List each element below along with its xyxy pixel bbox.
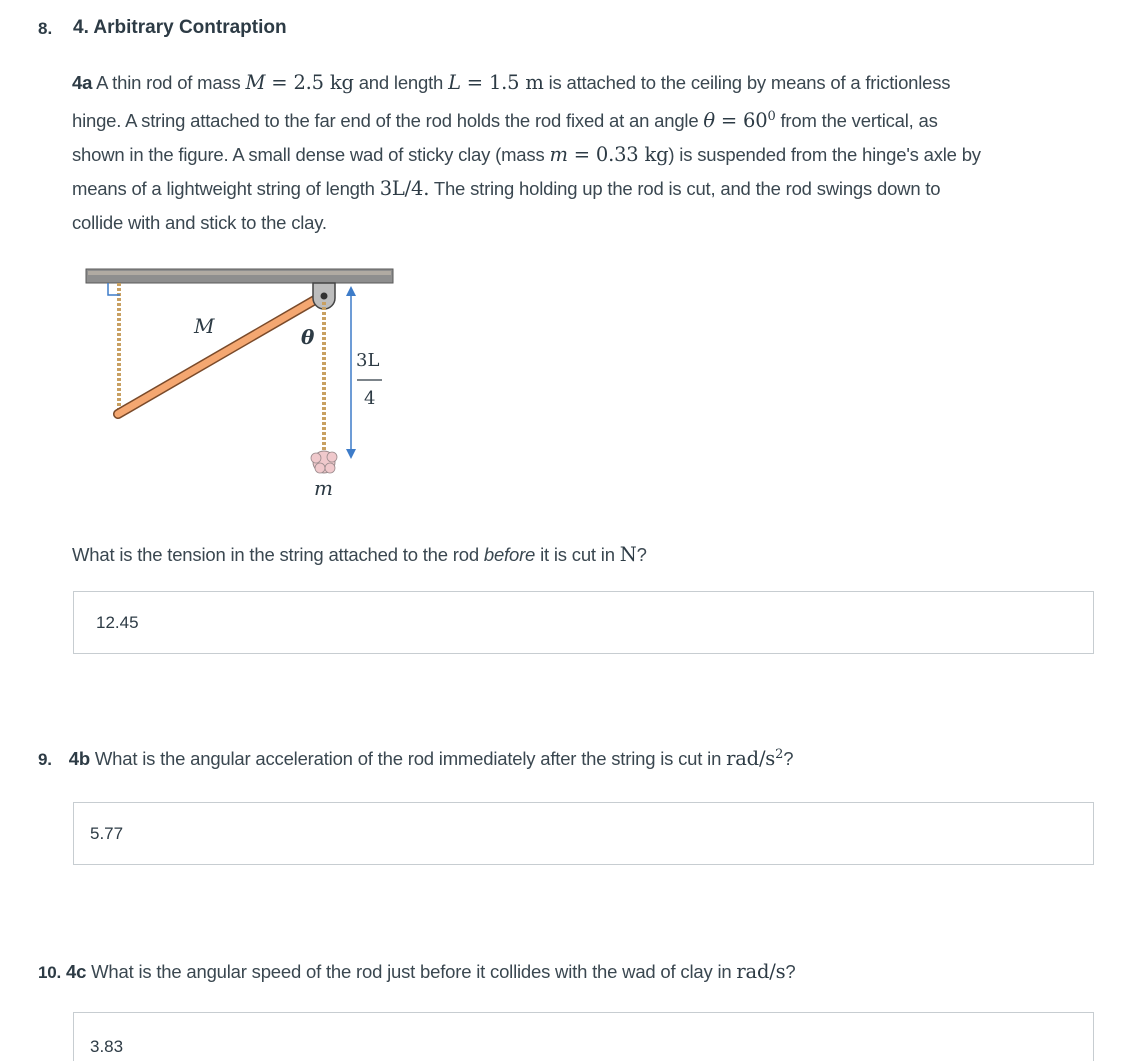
answer-input-9[interactable] — [73, 802, 1094, 865]
rod-mass-label: M — [194, 314, 215, 338]
string-length-expression: 3L/4. — [379, 177, 430, 201]
mass-symbol: M — [245, 71, 266, 94]
question-10-prompt — [38, 960, 796, 983]
prompt-text: ? — [785, 961, 796, 982]
statement-line-1 — [72, 66, 1102, 100]
length-denominator: 4 — [364, 388, 376, 409]
unit-newton: N — [619, 543, 637, 566]
statement-line-4 — [72, 172, 1102, 206]
statement-text: from the vertical, as — [775, 110, 938, 132]
dimension-arrow-top — [346, 286, 356, 296]
clay-mass-symbol: m — [549, 143, 568, 167]
question-8-number: 8. — [38, 19, 53, 38]
clay-wad — [311, 451, 337, 473]
prompt-text: ? — [636, 544, 647, 565]
dimension-arrow-bottom — [346, 449, 356, 459]
question-9-number: 9. — [38, 750, 52, 770]
answer-value-10: 3.83 — [90, 1037, 124, 1056]
answer-value-9: 5.77 — [90, 824, 124, 843]
length-symbol: L — [448, 71, 461, 94]
question-10-number: 10. — [38, 963, 62, 982]
question-8-prompt — [72, 543, 647, 566]
statement-text: and length — [353, 72, 449, 93]
statement-text: means of a lightweight string of length — [72, 178, 380, 200]
prompt-text: What is the angular speed of the rod just before it collides with the wad of clay in — [86, 961, 737, 982]
prompt-text: What is the tension in the string attached to the rod — [72, 544, 484, 565]
answer-input-8[interactable] — [73, 591, 1094, 654]
mass-value: = 2.5 kg — [265, 71, 354, 94]
diagram-svg — [80, 262, 400, 502]
angle-value: = 60 — [714, 109, 768, 133]
unit-rad-per-s: rad/s — [736, 960, 786, 983]
statement-line-5 — [72, 206, 1102, 240]
unit-rad-per-s2: rad/s — [726, 747, 776, 771]
answer-input-10[interactable] — [73, 1012, 1094, 1061]
part-label-4b: 4b — [68, 748, 90, 770]
prompt-text: ? — [783, 748, 794, 770]
ceiling-texture — [88, 271, 391, 275]
clay-mass-label: m — [314, 476, 333, 500]
clay-mass-value: = 0.33 kg — [567, 143, 669, 167]
answer-value-8: 12.45 — [96, 613, 139, 632]
statement-text: is attached to the ceiling by means of a frictionless — [543, 72, 951, 93]
prompt-text: it is cut in — [535, 544, 620, 565]
degree-superscript: 0 — [767, 109, 776, 124]
hinge-axle — [321, 293, 328, 300]
statement-text: A thin rod of mass — [92, 72, 246, 93]
rod-hinge-diagram — [80, 262, 400, 502]
unit-superscript: 2 — [775, 747, 784, 762]
statement-text: hinge. A string attached to the far end of the rod holds the rod fixed at an angle — [72, 110, 704, 132]
theta-symbol: θ — [703, 109, 715, 133]
part-label-4c: 4c — [66, 961, 87, 982]
angle-label: θ — [301, 325, 315, 349]
statement-line-3 — [72, 138, 1102, 172]
length-value: = 1.5 m — [460, 71, 544, 94]
statement-text: shown in the figure. A small dense wad of sticky clay (mass — [72, 144, 550, 166]
question-8-title: 4. Arbitrary Contraption — [73, 17, 287, 38]
statement-line-2 — [72, 100, 1102, 138]
statement-text: ) is suspended from the hinge's axle by — [668, 144, 981, 166]
rod — [118, 297, 320, 414]
length-numerator: 3L — [356, 350, 380, 371]
part-label-4a: 4a — [72, 72, 93, 93]
prompt-text: What is the angular acceleration of the rod immediately after the string is cut in — [89, 748, 727, 770]
prompt-emphasis: before — [483, 544, 536, 565]
question-9-prompt — [38, 747, 793, 770]
statement-text: collide with and stick to the clay. — [72, 212, 327, 234]
problem-statement — [72, 66, 1102, 240]
statement-text: The string holding up the rod is cut, and the rod swings down to — [429, 178, 941, 200]
